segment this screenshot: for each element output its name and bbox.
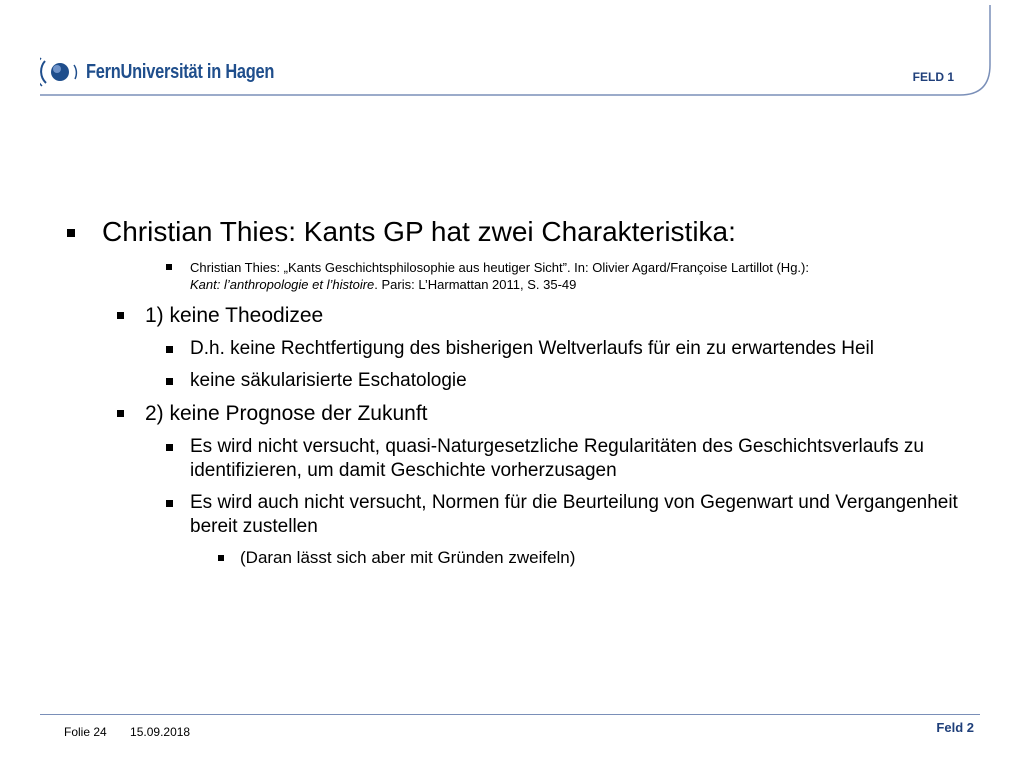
square-bullet-icon: [166, 500, 173, 507]
point-2-item-2: Es wird auch nicht versucht, Normen für die Beurteilung von Gegenwart und Vergangenheit bereit zustellen: [190, 492, 958, 537]
field-1-label: FELD 1: [912, 70, 954, 84]
point-2: [60, 401, 980, 427]
list-item: [60, 547, 980, 569]
reference-publisher: . Paris: L’Harmattan 2011, S. 35-49: [374, 277, 577, 292]
square-bullet-icon: [166, 264, 172, 270]
point-2-subitem: (Daran lässt sich aber mit Gründen zweifeln): [240, 548, 576, 567]
square-bullet-icon: [117, 312, 124, 319]
square-bullet-icon: [166, 444, 173, 451]
point-2-title: 2) keine Prognose der Zukunft: [145, 402, 428, 425]
reference-item: [60, 259, 980, 293]
list-item: [60, 491, 980, 539]
slide-number: Folie 24: [64, 725, 107, 739]
footer-divider: [40, 714, 980, 715]
point-1-title: 1) keine Theodizee: [145, 304, 324, 327]
university-logo: [40, 55, 316, 89]
point-1-item-1: D.h. keine Rechtfertigung des bisherigen Weltverlaufs für ein zu erwartendes Heil: [190, 338, 874, 359]
point-1: [60, 303, 980, 329]
reference-book-title: Kant: l’anthropologie et l’histoire: [190, 277, 375, 292]
footer-info: [64, 725, 210, 739]
slide-content: [60, 215, 980, 577]
square-bullet-icon: [67, 229, 75, 237]
list-item: [60, 435, 980, 483]
slide-heading: Christian Thies: Kants GP hat zwei Charakteristika:: [102, 216, 736, 247]
list-item: [60, 337, 980, 361]
heading-item: [60, 215, 980, 249]
list-item: [60, 369, 980, 393]
slide-date: 15.09.2018: [130, 725, 191, 739]
point-1-item-2: keine säkularisierte Eschatologie: [190, 370, 467, 391]
point-2-item-1: Es wird nicht versucht, quasi-Naturgesetzliche Regularitäten des Geschichtsverlaufs zu identifizieren, um damit Geschichte vorherzusagen: [190, 436, 924, 481]
square-bullet-icon: [166, 346, 173, 353]
square-bullet-icon: [117, 410, 124, 417]
reference-line-1: Christian Thies: „Kants Geschichtsphilosophie aus heutiger Sicht”. In: Olivier Agard/Françoise Lartillot (Hg.):: [190, 260, 809, 275]
square-bullet-icon: [166, 378, 173, 385]
square-bullet-icon: [218, 555, 224, 561]
logo-text: FernUniversität in Hagen: [86, 60, 275, 83]
logo-icon: [40, 55, 82, 89]
field-2-label: Feld 2: [936, 720, 974, 735]
